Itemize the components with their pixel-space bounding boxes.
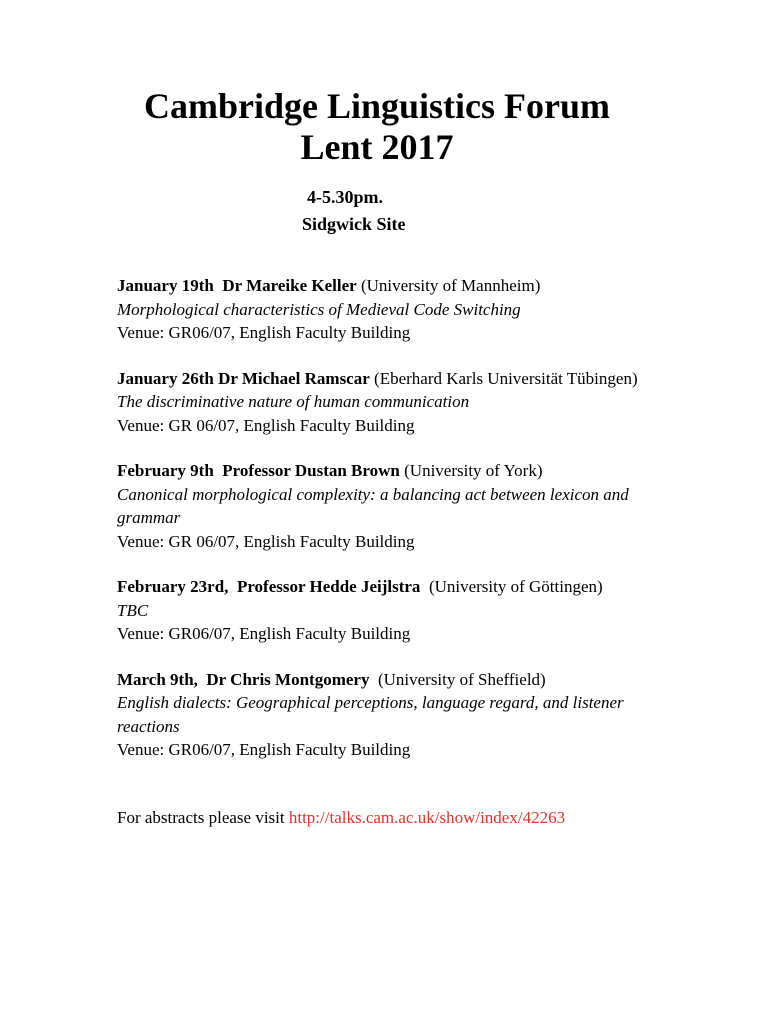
page-title — [117, 86, 637, 168]
event-heading — [117, 461, 542, 480]
abstracts-note — [117, 806, 657, 829]
abstracts-prefix: For abstracts please visit — [117, 807, 285, 827]
event-affiliation: (University of Sheffield) — [377, 669, 546, 689]
event-speaker: Dr Michael Ramscar — [218, 368, 370, 388]
event-list — [117, 274, 657, 762]
event-affiliation: (University of Göttingen) — [428, 577, 603, 596]
event-affiliation: (University of Mannheim) — [360, 276, 541, 295]
event-speaker: Professor Hedde Jeijlstra — [236, 577, 421, 596]
event-date: March 9th, — [117, 669, 198, 689]
event-talk-title: The discriminative nature of human communication — [117, 392, 470, 411]
meeting-time: 4-5.30pm. — [307, 187, 383, 207]
event-talk-title: Morphological characteristics of Medieval Code Switching — [117, 299, 521, 319]
event-item — [117, 274, 657, 345]
title-line-2: Lent 2017 — [300, 127, 454, 167]
event-heading — [117, 276, 540, 295]
event-venue: Venue: GR 06/07, English Faculty Building — [117, 415, 415, 435]
event-heading — [117, 577, 603, 596]
event-item — [117, 668, 657, 762]
event-speaker: Dr Mareike Keller — [222, 276, 357, 295]
event-venue: Venue: GR06/07, English Faculty Building — [117, 740, 411, 759]
event-item — [117, 459, 657, 553]
document-page — [117, 86, 657, 829]
event-item — [117, 575, 657, 646]
event-date: February 23rd, — [117, 577, 229, 596]
event-talk-title: TBC — [117, 600, 149, 620]
abstracts-link[interactable]: http://talks.cam.ac.uk/show/index/42263 — [288, 807, 566, 827]
event-venue: Venue: GR06/07, English Faculty Building — [117, 323, 411, 342]
event-affiliation: (Eberhard Karls Universität Tübingen) — [374, 368, 638, 388]
event-item — [117, 367, 657, 438]
event-speaker: Professor Dustan Brown — [222, 461, 400, 480]
event-speaker: Dr Chris Montgomery — [206, 669, 370, 689]
meeting-location: Sidgwick Site — [302, 214, 406, 234]
event-date: January 19th — [117, 276, 214, 295]
event-date: February 9th — [117, 461, 214, 480]
event-heading — [117, 369, 638, 388]
event-affiliation: (University of York) — [404, 461, 543, 480]
event-talk-title: Canonical morphological complexity: a balancing act between lexicon and grammar — [117, 484, 629, 527]
event-venue: Venue: GR06/07, English Faculty Building — [117, 624, 411, 643]
event-meta — [302, 184, 657, 238]
title-line-1: Cambridge Linguistics Forum — [143, 86, 610, 126]
event-venue: Venue: GR 06/07, English Faculty Building — [117, 531, 415, 551]
event-talk-title: English dialects: Geographical perceptions, language regard, and listener reactions — [117, 693, 624, 736]
event-heading — [117, 670, 546, 689]
event-date: January 26th — [117, 368, 214, 388]
